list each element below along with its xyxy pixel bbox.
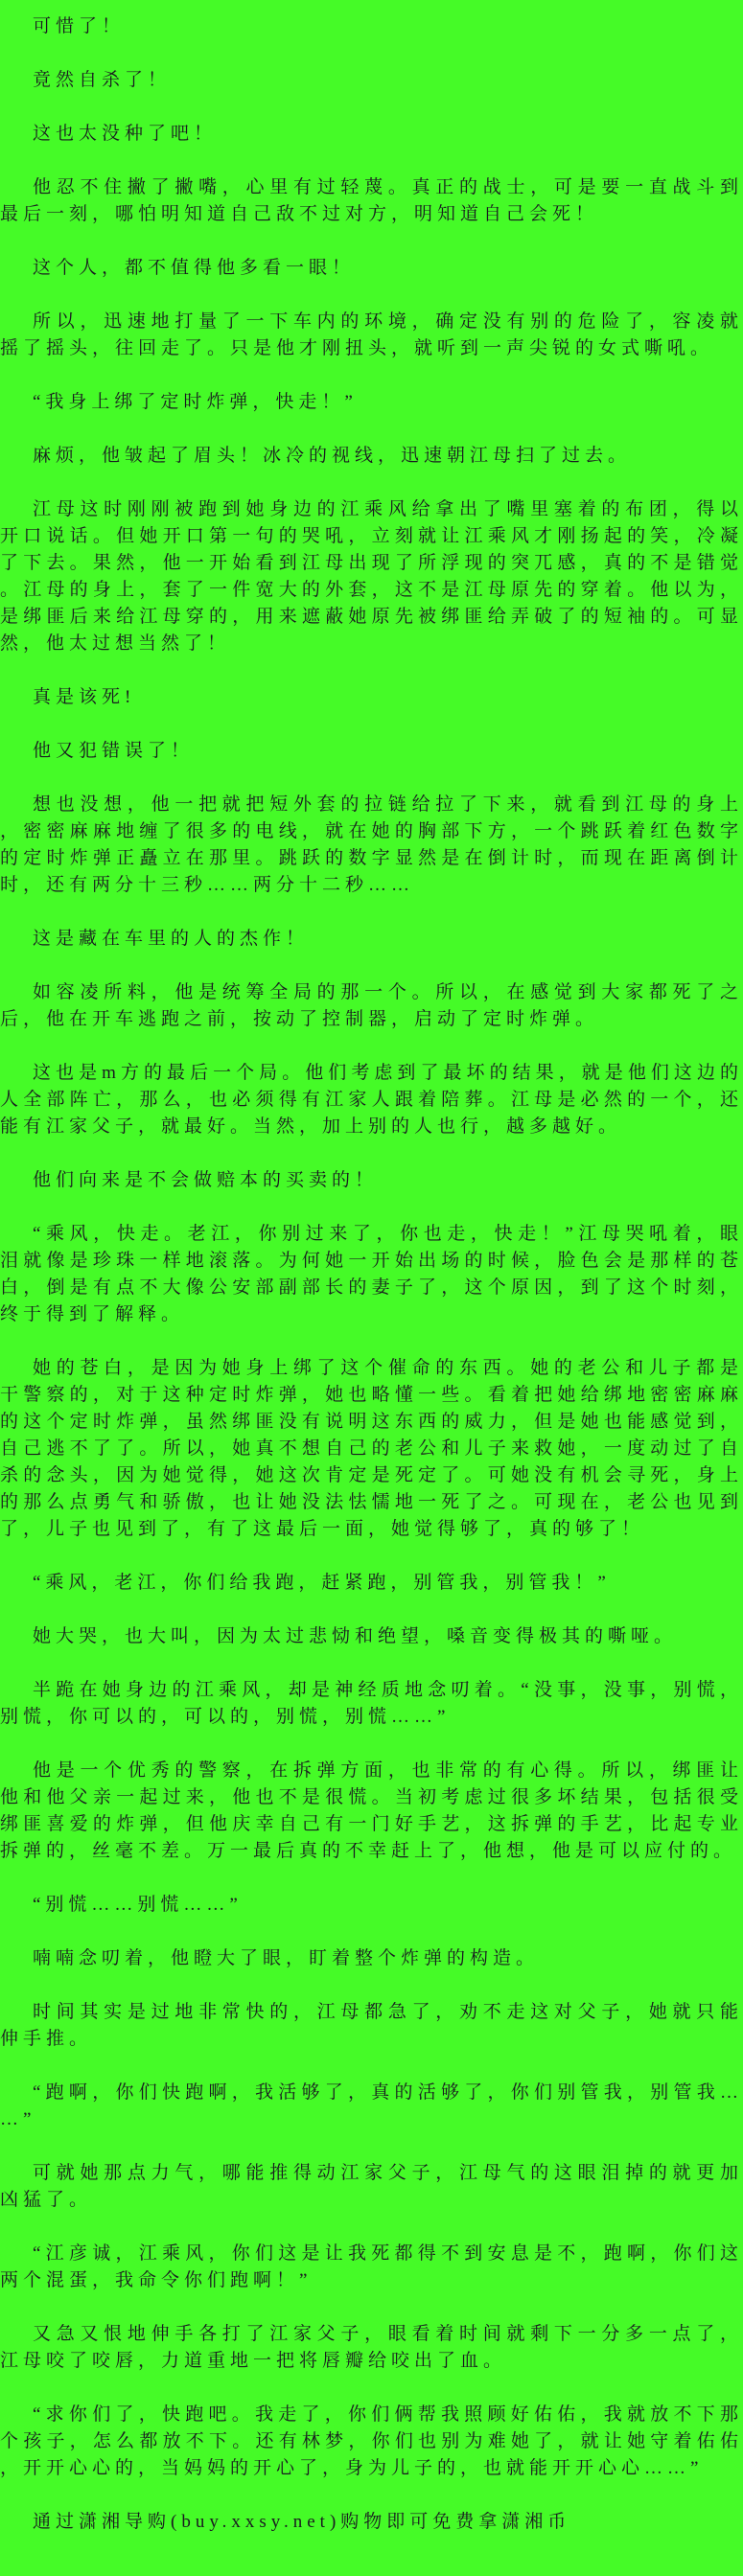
paragraph: 他是一个优秀的警察，在拆弹方面，也非常的有心得。所以，绑匪让他和他父亲一起过来，他也不是很慌。当初考虑过很多坏结果，包括很受绑匪喜爱的炸弹，但他庆幸自己有一门好手艺，这拆弹的手艺，比起专业拆弹的，丝毫不差。万一最后真的不幸赶上了，他想，他是可以应付的。 (0, 1760, 743, 1861)
paragraph: 她的苍白，是因为她身上绑了这个催命的东西。她的老公和儿子都是干警察的，对于这种定时炸弹，她也略懂一些。看着把她给绑地密密麻麻的这个定时炸弹，虽然绑匪没有说明这东西的威力，但是她也能感觉到，自己逃不了了。所以，她真不想自己的老公和儿子来救她，一度动过了自杀的念头，因为她觉得，她这次肯定是死定了。可她没有机会寻死，身上的那么点勇气和骄傲，也让她没法怯懦地一死了之。可现在，老公也见到了，儿子也见到了，有了这最后一面，她觉得够了，真的够了！ (0, 1358, 743, 1539)
paragraph-dialogue: 半跪在她身边的江乘风，却是神经质地念叨着。“没事，没事，别慌，别慌，你可以的，可以的，别慌，别慌……” (0, 1680, 743, 1727)
paragraph: 可就她那点力气，哪能推得动江家父子，江母气的这眼泪掉的就更加凶猛了。 (0, 2163, 743, 2210)
paragraph: 这也太没种了吧！ (33, 124, 218, 144)
paragraph: 时间其实是过地非常快的，江母都急了，劝不走这对父子，她就只能伸手推。 (0, 2002, 743, 2049)
paragraph: 如容凌所料，他是统筹全局的那一个。所以，在感觉到大家都死了之后，他在开车逃跑之前，按动了控制器，启动了定时炸弹。 (0, 982, 743, 1029)
paragraph: 这也是m方的最后一个局。他们考虑到了最坏的结果，就是他们这边的人全部阵亡，那么，也必须得有江家人跟着陪葬。江母是必然的一个，还能有江家父子，就最好。当然，加上别的人也行，越多越好。 (0, 1063, 743, 1137)
paragraph-dialogue: “跑啊，你们快跑啊，我活够了，真的活够了，你们别管我，别管我……” (0, 2082, 743, 2129)
paragraph: 他忍不住撇了撇嘴，心里有过轻蔑。真正的战士，可是要一直战斗到最后一刻，哪怕明知道自己敌不过对方，明知道自己会死！ (0, 177, 743, 224)
paragraph: 麻烦，他皱起了眉头！冰冷的视线，迅速朝江母扫了过去。 (33, 446, 632, 466)
paragraph: 这是藏在车里的人的杰作！ (33, 929, 310, 949)
paragraph: 江母这时刚刚被跑到她身边的江乘风给拿出了嘴里塞着的布团，得以开口说话。但她开口第一句的哭吼，立刻就让江乘风才刚扬起的笑，冷凝了下去。果然，他一开始看到江母出现了所浮现的突兀感，真的不是错觉。江母的身上，套了一件宽大的外套，这不是江母原先的穿着。他以为，是绑匪后来给江母穿的，用来遮蔽她原先被绑匪给弄破了的短袖的。可显然，他太过想当然了！ (0, 499, 743, 654)
paragraph: 他们向来是不会做赔本的买卖的！ (33, 1170, 379, 1190)
paragraph: 想也没想，他一把就把短外套的拉链给拉了下来，就看到江母的身上，密密麻麻地缠了很多的电线，就在她的胸部下方，一个跳跃着红色数字的定时炸弹正矗立在那里。跳跃的数字显然是在倒计时，而现在距离倒计时，还有两分十三秒……两分十二秒…… (0, 794, 743, 895)
paragraph-dialogue: “我身上绑了定时炸弹，快走！” (33, 392, 358, 412)
paragraph: 竟然自杀了！ (33, 70, 172, 90)
paragraph: 她大哭，也大叫，因为太过悲恸和绝望，嗓音变得极其的嘶哑。 (33, 1626, 678, 1646)
paragraph-dialogue: “乘风，快走。老江，你别过来了，你也走，快走！”江母哭吼着，眼泪就像是珍珠一样地滚落。为何她一开始出场的时候，脸色会是那样的苍白，倒是有点不大像公安部副部长的妻子了，这个原因，到了这个时刻，终于得到了解释。 (0, 1224, 743, 1324)
footer-promo-text: 通过潇湘导购(buy.xxsy.net)购物即可免费拿潇湘币 (33, 2512, 571, 2532)
paragraph: 这个人，都不值得他多看一眼！ (33, 258, 356, 278)
paragraph: 他又犯错误了！ (33, 741, 195, 761)
paragraph: 真是该死! (33, 687, 136, 707)
paragraph: 所以，迅速地打量了一下车内的环境，确定没有别的危险了，容凌就摇了摇头，往回走了。只是他才刚扭头，就听到一声尖锐的女式嘶吼。 (0, 311, 743, 358)
paragraph-dialogue: “别慌……别慌……” (33, 1895, 243, 1915)
paragraph-dialogue: “求你们了，快跑吧。我走了，你们俩帮我照顾好佑佑，我就放不下那个孩子，怎么都放不下。还有林梦，你们也别为难她了，就让她守着佑佑，开开心心的，当妈妈的开心了，身为儿子的，也就能开开心心……” (0, 2404, 743, 2478)
paragraph-dialogue: “江彦诚，江乘风，你们这是让我死都得不到安息是不，跑啊，你们这两个混蛋，我命令你们跑啊！” (0, 2243, 743, 2290)
paragraph: 又急又恨地伸手各打了江家父子，眼看着时间就剩下一分多一点了，江母咬了咬唇，力道重地一把将唇瓣给咬出了血。 (0, 2324, 743, 2371)
paragraph: 喃喃念叨着，他瞪大了眼，盯着整个炸弹的构造。 (33, 1948, 540, 1968)
paragraph: 可惜了！ (33, 16, 126, 36)
paragraph-dialogue: “乘风，老江，你们给我跑，赶紧跑，别管我，别管我！” (33, 1573, 611, 1593)
